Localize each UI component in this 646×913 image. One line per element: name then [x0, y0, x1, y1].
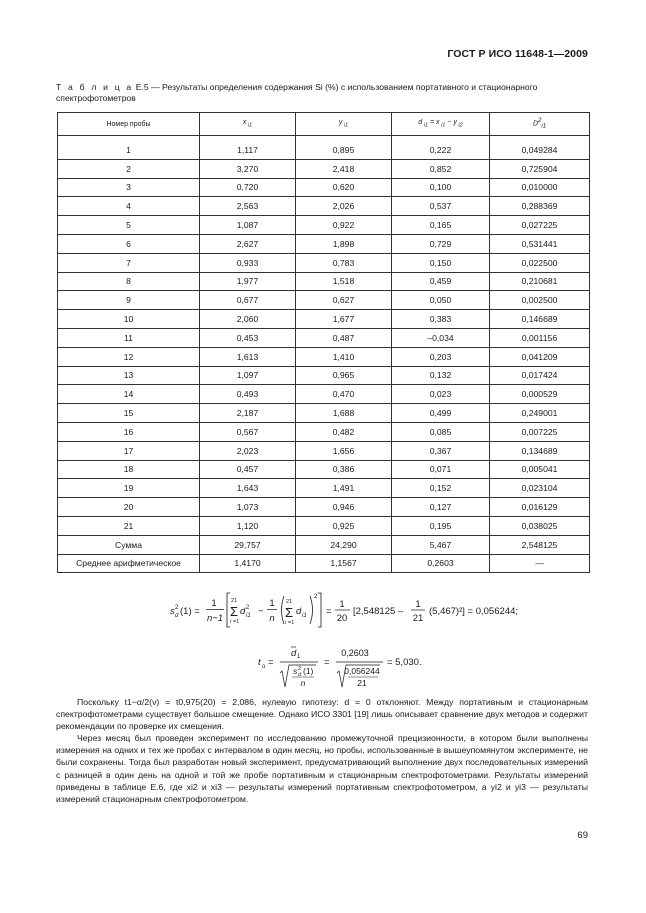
table-cell: 0,537 — [392, 197, 490, 216]
svg-text:2: 2 — [314, 594, 318, 600]
f1-d2: n — [269, 613, 275, 624]
table-cell: 0,677 — [200, 291, 296, 310]
table-row — [58, 479, 590, 498]
t-statistic-formula — [258, 643, 458, 693]
table-cell: 9 — [58, 291, 200, 310]
table-row — [58, 178, 590, 197]
table-cell: 0,487 — [296, 328, 392, 347]
table-row — [58, 516, 590, 535]
table-cell: 18 — [58, 460, 200, 479]
table-cell: 0,071 — [392, 460, 490, 479]
svg-text:o: o — [262, 664, 266, 670]
table-cell: 1 — [58, 141, 200, 159]
f2-result: = 5,030. — [387, 657, 422, 668]
table-row — [58, 347, 590, 366]
table-row — [58, 159, 590, 178]
table-cell: 0,627 — [296, 291, 392, 310]
table-cell: 1,613 — [200, 347, 296, 366]
svg-text:d: d — [296, 606, 302, 617]
standard-header: ГОСТ Р ИСО 11648-1—2009 — [447, 48, 588, 60]
table-row — [58, 310, 590, 329]
table-cell: 0,2603 — [392, 554, 490, 573]
table-cell: 5 — [58, 216, 200, 235]
svg-text:=: = — [326, 606, 332, 617]
f1-frac3-d: 20 — [336, 613, 348, 624]
table-cell: 2,627 — [200, 234, 296, 253]
svg-text:=1: =1 — [288, 620, 295, 626]
table-cell: 0,453 — [200, 328, 296, 347]
table-cell: 0,001156 — [490, 328, 590, 347]
table-row — [58, 404, 590, 423]
header-d: d $_{i1}$ = x $_{i1}$ − y $_{i2}$ — [392, 113, 490, 136]
table-row — [58, 253, 590, 272]
svg-text:21: 21 — [231, 598, 238, 604]
svg-text:2: 2 — [298, 666, 302, 672]
mean-row — [58, 554, 590, 573]
table-cell: 0,017424 — [490, 366, 590, 385]
table-caption — [56, 82, 596, 104]
paragraph-2-text: Через месяц был проведен эксперимент по исследованию промежуточной прецизионности, в котором были выполнены измерения на одних и тех же пробах с интервалом в один месяц, но пробы, использованные в вышеупомянутом эксперименте, не были сохранены. Тогда был разработан новый эксперимент, предусматривающий выполнение двух последовательных измерений с разницей в один день на одной и той же пробе портативным и стационарным спектрофотометрами. Результаты измерений приведены в таблице Е.6, где xi2 и xi3 — результаты измерений портативным спектрофотометром, а yi2 и yi3 — результаты измерений стационарным спектрофотометром. — [56, 733, 588, 805]
table-cell: 6 — [58, 234, 200, 253]
table-cell: 1,491 — [296, 479, 392, 498]
table-cell: 0,038025 — [490, 516, 590, 535]
table-cell: 0,165 — [392, 216, 490, 235]
table-cell: 11 — [58, 328, 200, 347]
table-cell: 0,203 — [392, 347, 490, 366]
table-cell: 0,049284 — [490, 141, 590, 159]
table-cell: 0,027225 — [490, 216, 590, 235]
table-cell: 8 — [58, 272, 200, 291]
header-x: x $_{i1}$ — [200, 113, 296, 136]
f1-frac4-d: 21 — [412, 613, 424, 624]
table-cell: 0,852 — [392, 159, 490, 178]
svg-text:(1): (1) — [303, 666, 314, 676]
table-cell: 0,022500 — [490, 253, 590, 272]
table-cell: 0,531441 — [490, 234, 590, 253]
svg-text:d: d — [240, 606, 246, 617]
table-cell: 0,933 — [200, 253, 296, 272]
table-cell: 2,026 — [296, 197, 392, 216]
table-cell: 0,729 — [392, 234, 490, 253]
table-cell: 0,016129 — [490, 498, 590, 517]
paragraph-bias — [56, 696, 588, 733]
svg-text:s: s — [170, 606, 175, 617]
caption-label: Т а б л и ц а — [56, 82, 134, 92]
table-cell: 0,482 — [296, 422, 392, 441]
table-cell: 0,288369 — [490, 197, 590, 216]
table-row — [58, 385, 590, 404]
table-cell: 1,097 — [200, 366, 296, 385]
table-cell: 0,002500 — [490, 291, 590, 310]
table-cell: 0,010000 — [490, 178, 590, 197]
svg-text:=: = — [324, 657, 330, 668]
table-cell: 1,643 — [200, 479, 296, 498]
header-y: y $_{i1}$ — [296, 113, 392, 136]
table-cell: 0,023 — [392, 385, 490, 404]
table-cell: 1,410 — [296, 347, 392, 366]
svg-text:=: = — [268, 657, 274, 668]
svg-text:d: d — [291, 648, 297, 659]
page-number: 69 — [577, 830, 588, 841]
svg-text:2: 2 — [175, 605, 179, 611]
table-cell: 20 — [58, 498, 200, 517]
table-cell: 0,493 — [200, 385, 296, 404]
svg-text:n: n — [300, 678, 306, 688]
table-cell: 0,367 — [392, 441, 490, 460]
svg-text:d: d — [175, 613, 179, 619]
f1-frac3-n: 1 — [339, 599, 345, 610]
table-cell: 1,898 — [296, 234, 392, 253]
table-cell: 0,041209 — [490, 347, 590, 366]
table-row — [58, 141, 590, 159]
table-cell: 2,563 — [200, 197, 296, 216]
table-cell: 0,152 — [392, 479, 490, 498]
f2-den: 0,056244 — [344, 666, 380, 676]
svg-text:t: t — [258, 657, 261, 668]
svg-text:Σ: Σ — [230, 604, 239, 619]
table-cell: 2,187 — [200, 404, 296, 423]
table-header-row — [58, 113, 590, 136]
table-cell: 0,222 — [392, 141, 490, 159]
table-cell: 1,4170 — [200, 554, 296, 573]
table-cell: 1,087 — [200, 216, 296, 235]
table-cell: 0,620 — [296, 178, 392, 197]
table-row — [58, 234, 590, 253]
table-cell: — — [490, 554, 590, 573]
f2-den-n: 21 — [357, 678, 367, 688]
svg-text:d: d — [298, 672, 302, 678]
svg-text:i1: i1 — [302, 613, 307, 619]
table-cell: 0,000529 — [490, 385, 590, 404]
table-cell: 1,977 — [200, 272, 296, 291]
table-cell: 0,922 — [296, 216, 392, 235]
table-row — [58, 498, 590, 517]
table-cell: –0,034 — [392, 328, 490, 347]
table-cell: 0,127 — [392, 498, 490, 517]
caption-text: Е.5 — Результаты определения содержания Si (%) с использованием портативного и стационарного спектрофотометров — [56, 82, 538, 103]
svg-text:−: − — [258, 606, 264, 617]
table-cell: 0,023104 — [490, 479, 590, 498]
table-cell: 0,146689 — [490, 310, 590, 329]
table-cell: 1,518 — [296, 272, 392, 291]
table-cell: 0,567 — [200, 422, 296, 441]
table-cell: 29,757 — [200, 535, 296, 554]
table-cell: 12 — [58, 347, 200, 366]
table-cell: 0,007225 — [490, 422, 590, 441]
table-cell: 0,965 — [296, 366, 392, 385]
header-sample-number: Номер пробы — [58, 113, 200, 136]
table-row — [58, 272, 590, 291]
table-cell: 0,459 — [392, 272, 490, 291]
f1-mid: [2,548125 – — [353, 606, 404, 617]
table-cell: 0,725904 — [490, 159, 590, 178]
results-table — [57, 112, 590, 573]
paragraph-1-text: Поскольку t1−α/2(ν) = t0,975(20) = 2,086, нулевую гипотезу: d = 0 отклоняют. Между портативным и стационарным спектрофотометрами существует большое смещение. Однако ИСО 3301 [19] лишь описывает сравнение двух методов и содержит рекомендации по проверке их смещения. — [56, 697, 588, 732]
table-cell: 19 — [58, 479, 200, 498]
table-row — [58, 328, 590, 347]
table-cell: 0,150 — [392, 253, 490, 272]
table-cell: 0,386 — [296, 460, 392, 479]
table-cell: 0,050 — [392, 291, 490, 310]
table-row — [58, 291, 590, 310]
table-row — [58, 460, 590, 479]
table-cell: Среднее арифметическое — [58, 554, 200, 573]
svg-text:i1: i1 — [246, 613, 251, 619]
header-d-squared: $D^2_{i1}$ — [490, 113, 590, 136]
table-cell: 21 — [58, 516, 200, 535]
f1-n1: 1 — [211, 598, 217, 609]
f1-n2: 1 — [269, 598, 275, 609]
svg-text:21: 21 — [286, 599, 293, 605]
table-cell: 3,270 — [200, 159, 296, 178]
table-cell: 0,457 — [200, 460, 296, 479]
table-cell: 1,1567 — [296, 554, 392, 573]
table-cell: 0,925 — [296, 516, 392, 535]
table-cell: 1,656 — [296, 441, 392, 460]
table-row — [58, 366, 590, 385]
table-row — [58, 197, 590, 216]
sum-row — [58, 535, 590, 554]
table-cell: 2 — [58, 159, 200, 178]
table-cell: 15 — [58, 404, 200, 423]
table-cell: Сумма — [58, 535, 200, 554]
table-cell: 10 — [58, 310, 200, 329]
svg-text:i: i — [285, 620, 287, 626]
table-cell: 5,467 — [392, 535, 490, 554]
f1-tail: (5,467)²] = 0,056244; — [429, 606, 518, 617]
table-cell: 1,073 — [200, 498, 296, 517]
table-cell: 16 — [58, 422, 200, 441]
table-cell: 0,383 — [392, 310, 490, 329]
table-cell: 4 — [58, 197, 200, 216]
table-row — [58, 216, 590, 235]
svg-text:2: 2 — [246, 605, 250, 611]
svg-text:i: i — [230, 619, 232, 625]
table-cell: 0,100 — [392, 178, 490, 197]
table-cell: 0,783 — [296, 253, 392, 272]
table-cell: 0,249001 — [490, 404, 590, 423]
table-cell: 2,023 — [200, 441, 296, 460]
svg-text:Σ: Σ — [285, 605, 294, 620]
table-cell: 24,290 — [296, 535, 392, 554]
table-cell: 0,210681 — [490, 272, 590, 291]
table-cell: 1,117 — [200, 141, 296, 159]
f1-d1: n−1 — [206, 613, 224, 624]
svg-text:1: 1 — [297, 654, 301, 660]
table-cell: 0,720 — [200, 178, 296, 197]
paragraph-precision — [56, 732, 588, 805]
table-cell: 0,085 — [392, 422, 490, 441]
f2-num: 0,2603 — [341, 648, 369, 658]
table-cell: 1,677 — [296, 310, 392, 329]
variance-formula — [170, 590, 550, 630]
table-cell: 3 — [58, 178, 200, 197]
table-cell: 0,946 — [296, 498, 392, 517]
table-cell: 0,132 — [392, 366, 490, 385]
table-cell: 1,688 — [296, 404, 392, 423]
table-cell: 1,120 — [200, 516, 296, 535]
table-cell: 0,195 — [392, 516, 490, 535]
table-cell: 0,499 — [392, 404, 490, 423]
svg-text:s: s — [293, 666, 298, 676]
table-cell: 0,005041 — [490, 460, 590, 479]
f1-frac4-n: 1 — [415, 599, 421, 610]
table-cell: 0,134689 — [490, 441, 590, 460]
table-row — [58, 422, 590, 441]
table-cell: 2,418 — [296, 159, 392, 178]
table-cell: 0,470 — [296, 385, 392, 404]
svg-text:(1) =: (1) = — [180, 606, 200, 617]
table-cell: 17 — [58, 441, 200, 460]
table-cell: 2,548125 — [490, 535, 590, 554]
table-cell: 0,895 — [296, 141, 392, 159]
table-cell: 2,060 — [200, 310, 296, 329]
table-cell: 7 — [58, 253, 200, 272]
table-cell: 14 — [58, 385, 200, 404]
table-cell: 13 — [58, 366, 200, 385]
svg-text:=1: =1 — [233, 619, 240, 625]
table-row — [58, 441, 590, 460]
